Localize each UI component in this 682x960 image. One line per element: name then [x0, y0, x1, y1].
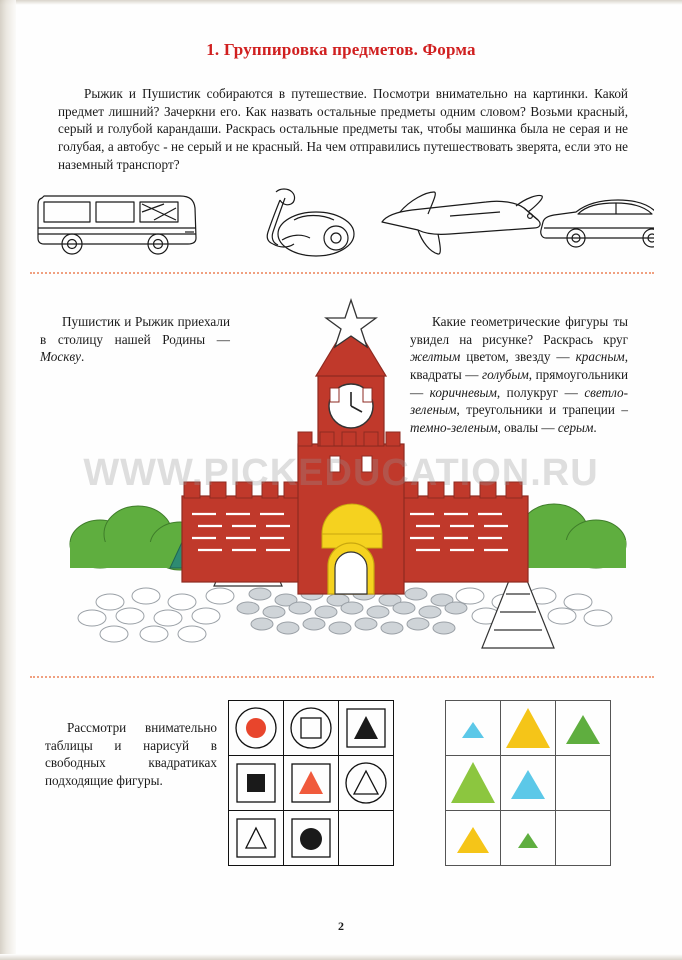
triangle-yellow-medium-icon — [450, 815, 496, 861]
kr-c-ovals: серым — [557, 419, 594, 435]
triangle-lightgreen-large-icon — [448, 758, 498, 808]
triangle-in-circle-outline-icon — [344, 761, 388, 805]
airplane-icon — [382, 192, 542, 254]
kr-t6: , овалы — — [497, 419, 558, 435]
car-icon — [541, 200, 654, 247]
transport-illustrations — [30, 176, 654, 266]
kr-c-circle: желтым — [410, 349, 461, 365]
cell-triangle-yellow-medium[interactable] — [446, 811, 501, 866]
triangle-blue-small-icon — [451, 706, 495, 750]
kr-t1: цветом, звезду — — [460, 349, 576, 365]
kremlin-building — [182, 300, 528, 594]
intro-paragraph: Рыжик и Пушистик собираются в путешествие. Посмотри внимательно на картинки. Какой предмет лишний? Зачеркни его. Как назвать остальные предметы одним словом? Возьми красный, серый и голубой карандаши. Раскрась остальные предметы так, чтобы машинка была не серая и не голубая, а автобус - не серый и не красный. На чем отправились путешествовать зверята, если это не наземный транспорт? — [58, 86, 628, 172]
page-binding — [0, 0, 16, 960]
vacuum-cleaner-icon — [267, 189, 354, 256]
shapes-outline-table — [228, 700, 394, 866]
table-row — [229, 811, 394, 866]
table-row — [229, 756, 394, 811]
kr-c-tri: темно-зеленым — [410, 419, 498, 435]
kr-c-squares: голубым — [481, 366, 529, 382]
kr-c-rect: коричневым — [429, 384, 497, 400]
kremlin-svg — [30, 296, 654, 668]
circle-in-circle-red-icon — [234, 706, 278, 750]
gate-opening — [335, 552, 367, 594]
table-row — [446, 811, 611, 866]
triangles-color-table — [445, 700, 611, 866]
cell-circle-black-in-square[interactable] — [284, 811, 339, 866]
cell-triangle-lightgreen-large[interactable] — [446, 756, 501, 811]
cell-triangle-green-small[interactable] — [501, 811, 556, 866]
kremlin-left-city: Москву — [40, 349, 81, 365]
triangle-in-square-outline-icon — [234, 816, 278, 860]
kremlin-illustration — [30, 296, 654, 668]
cell-empty[interactable] — [556, 811, 611, 866]
kr-t5: , треугольники и трапеции – — [456, 402, 628, 418]
kr-t4: , полукруг — — [496, 384, 585, 400]
page-edge-bottom — [0, 954, 682, 960]
table-row — [229, 701, 394, 756]
cell-triangle-outline-in-circle[interactable] — [339, 756, 394, 811]
bottom-task-text: Рассмотри внимательно таблицы и нарисуй в свободных квадратиках подходящие фигуры. — [45, 720, 217, 788]
bus-icon — [38, 196, 196, 254]
kr-t7: . — [593, 419, 597, 435]
kr-t2: , квадраты — — [410, 349, 628, 382]
cell-circle-red[interactable] — [229, 701, 284, 756]
triangle-in-square-black-icon — [344, 706, 388, 750]
kremlin-left-part1: Пушистик и Рыжик приехали в столицу нашей Родины — — [40, 314, 230, 347]
transport-svg — [30, 176, 654, 266]
kr-t0: Какие геометрические фигуры ты увидел на рисунке? Раскрась круг — [410, 314, 628, 347]
watermark: WWW.PICKEDUCATION.RU — [83, 452, 599, 494]
cell-square-in-circle[interactable] — [284, 701, 339, 756]
triangle-green-small-icon — [506, 816, 550, 860]
table-row — [446, 701, 611, 756]
cell-square-black-in-square[interactable] — [229, 756, 284, 811]
cell-triangle-outline-in-square[interactable] — [229, 811, 284, 866]
cell-triangle-red-in-square[interactable] — [284, 756, 339, 811]
cell-triangle-blue-medium[interactable] — [501, 756, 556, 811]
cell-triangle-black-in-square[interactable] — [339, 701, 394, 756]
divider-2 — [30, 676, 654, 680]
kremlin-left-end: . — [81, 349, 85, 365]
triangle-yellow-large-icon — [503, 703, 553, 753]
cell-triangle-blue-small[interactable] — [446, 701, 501, 756]
circle-in-square-black-icon — [289, 816, 333, 860]
triangle-blue-medium-icon — [505, 760, 551, 806]
cell-empty[interactable] — [556, 756, 611, 811]
cell-empty[interactable] — [339, 811, 394, 866]
square-in-circle-icon — [289, 706, 333, 750]
square-in-square-black-icon — [234, 761, 278, 805]
cell-triangle-green-medium[interactable] — [556, 701, 611, 756]
triangle-in-square-red-icon — [289, 761, 333, 805]
page-title: 1. Группировка предметов. Форма — [206, 40, 476, 59]
cell-triangle-yellow-large[interactable] — [501, 701, 556, 756]
divider-1 — [30, 272, 654, 276]
page-edge-top — [0, 0, 682, 5]
triangle-green-medium-icon — [560, 705, 606, 751]
page-number: 2 — [338, 919, 344, 933]
kr-c-semi: светло-зеленым — [410, 384, 628, 418]
kr-c-star: красным — [575, 349, 625, 365]
table-row — [446, 756, 611, 811]
kr-t3: , прямоугольники — — [410, 366, 628, 400]
